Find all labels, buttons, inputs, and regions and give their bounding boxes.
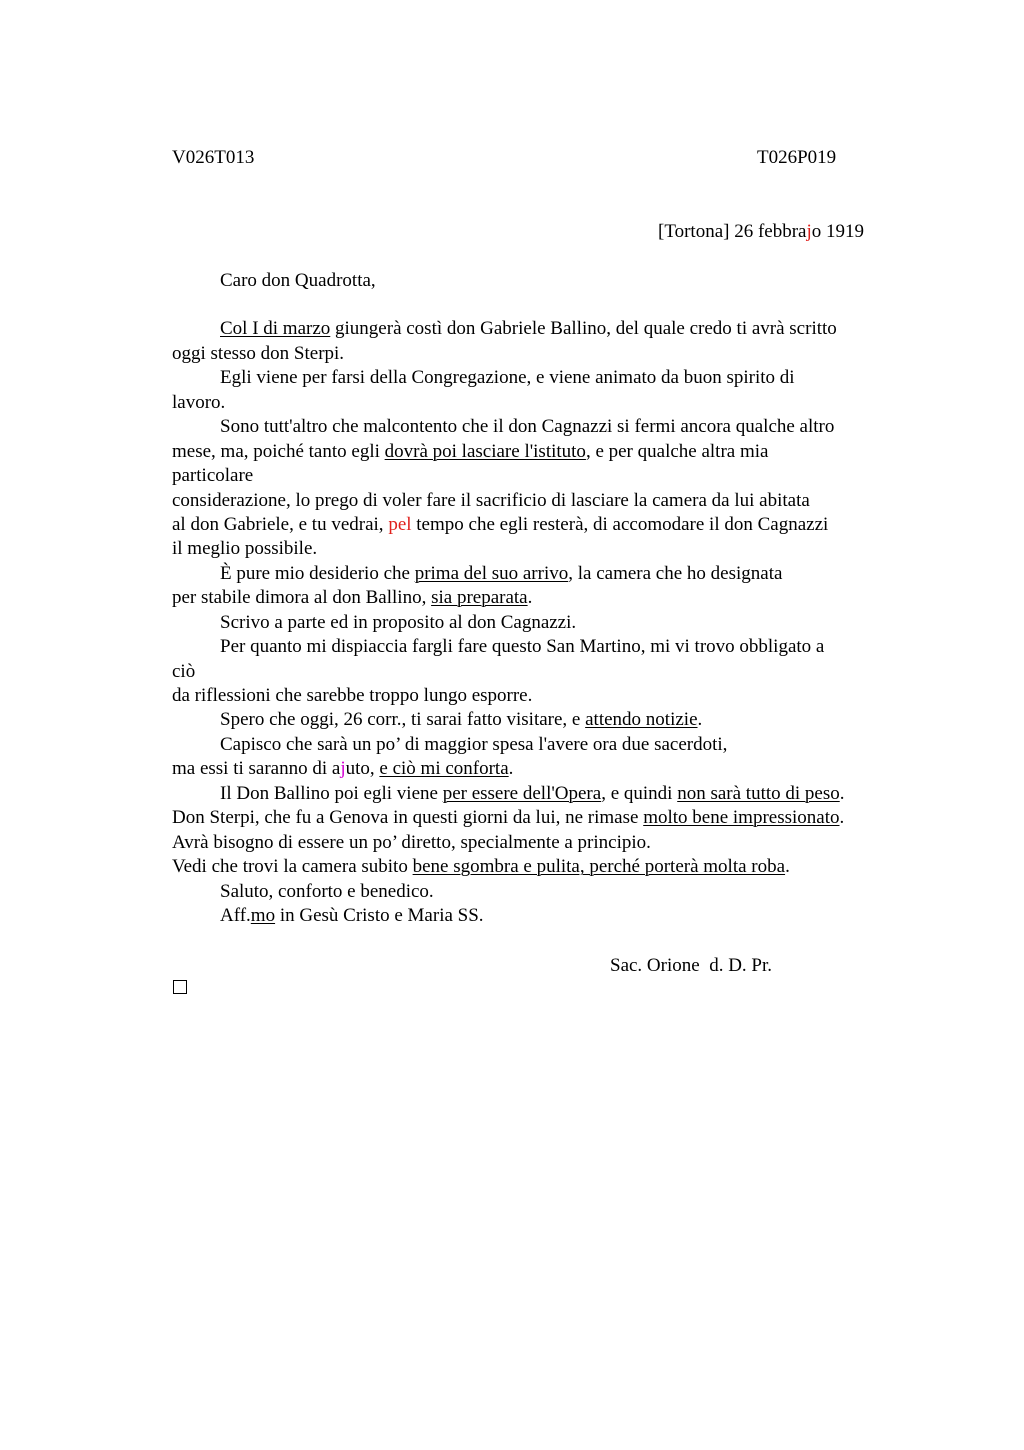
text-segment: È pure mio desiderio che — [220, 563, 415, 584]
text-segment: , e quindi — [601, 783, 678, 804]
text-segment: . — [527, 587, 533, 608]
letter-line — [172, 757, 513, 781]
text-segment: Sono tutt'altro che malcontento che il don Cagnazzi si fermi ancora qualche altro — [220, 416, 835, 437]
text-segment: da riflessioni che sarebbe troppo lungo esporre. — [172, 685, 533, 706]
text-segment: Egli viene per farsi della Congregazione, e viene animato da buon spirito di — [220, 367, 795, 388]
letter-line — [220, 880, 434, 904]
salutation: Caro don Quadrotta, — [220, 270, 376, 291]
text-segment: Don Sterpi, che fu a Genova in questi giorni da lui, ne rimase — [172, 807, 644, 828]
letter-line — [172, 440, 768, 464]
signature: Sac. Orione d. D. Pr. — [610, 955, 773, 976]
letter-line — [220, 611, 576, 635]
text-segment: il meglio possibile. — [172, 538, 318, 559]
letter-line — [172, 586, 532, 610]
letter-line — [220, 708, 702, 732]
underlined-phrase: e ciò mi conforta — [379, 758, 509, 779]
text-segment: ma essi ti saranno di a — [172, 758, 341, 779]
colored-correction: j — [340, 758, 346, 779]
text-segment: . — [508, 758, 514, 779]
letter-line — [172, 855, 790, 879]
text-segment: tempo che egli resterà, di accomodare il don Cagnazzi — [411, 514, 829, 535]
underlined-phrase: attendo notizie — [585, 709, 698, 730]
letter-line — [172, 806, 844, 830]
text-segment: al don Gabriele, e tu vedrai, — [172, 514, 389, 535]
underlined-phrase: non sarà tutto di peso — [677, 783, 840, 804]
text-segment: Saluto, conforto e benedico. — [220, 881, 434, 902]
letter-line — [172, 660, 195, 684]
text-segment: per stabile dimora al don Ballino, — [172, 587, 432, 608]
underlined-phrase: bene sgombra e pulita, perché porterà molta roba — [412, 856, 786, 877]
underlined-phrase: mo — [250, 905, 276, 926]
dateline-before: [Tortona] 26 febbra — [658, 221, 807, 242]
text-segment: uto, — [345, 758, 380, 779]
letter-line — [172, 489, 810, 513]
letter-line — [220, 782, 844, 806]
letter-line — [220, 415, 834, 439]
underlined-phrase: sia preparata — [431, 587, 528, 608]
underlined-phrase: per essere dell'Opera — [442, 783, 602, 804]
text-segment: Aff. — [220, 905, 251, 926]
letter-line — [172, 513, 828, 537]
letter-line — [220, 635, 824, 659]
document-code-right: T026P019 — [757, 147, 837, 168]
underlined-phrase: molto bene impressionato — [643, 807, 840, 828]
text-segment: oggi stesso don Sterpi. — [172, 343, 345, 364]
text-segment: considerazione, lo prego di voler fare il sacrificio di lasciare la camera da lui abitata — [172, 490, 810, 511]
text-segment: lavoro. — [172, 392, 226, 413]
letter-line — [220, 562, 782, 586]
letter-line — [172, 684, 532, 708]
text-segment: Spero che oggi, 26 corr., ti sarai fatto visitare, e — [220, 709, 586, 730]
text-segment: Per quanto mi dispiaccia fargli fare questo San Martino, mi vi trovo obbligato a — [220, 636, 825, 657]
letter-line — [220, 366, 795, 390]
text-segment: Scrivo a parte ed in proposito al don Cagnazzi. — [220, 612, 577, 633]
text-segment: . — [839, 807, 845, 828]
dateline-correction: j — [806, 221, 812, 242]
underlined-phrase: prima del suo arrivo — [414, 563, 569, 584]
letter-line — [172, 464, 253, 488]
text-segment: . — [697, 709, 703, 730]
text-segment: ciò — [172, 661, 196, 682]
text-segment: Il Don Ballino poi egli viene — [220, 783, 443, 804]
text-segment: , la camera che ho designata — [568, 563, 783, 584]
letter-line — [220, 904, 484, 928]
letter-line — [220, 733, 727, 757]
underlined-phrase: dovrà poi lasciare l'istituto — [384, 441, 586, 462]
text-segment: , e per qualche altra mia — [585, 441, 769, 462]
letter-line — [172, 391, 225, 415]
text-segment: mese, ma, poiché tanto egli — [172, 441, 385, 462]
dateline-after: o 1919 — [811, 221, 865, 242]
text-segment: Avrà bisogno di essere un po’ diretto, specialmente a principio. — [172, 832, 651, 853]
text-segment: in Gesù Cristo e Maria SS. — [275, 905, 484, 926]
checkbox-square — [173, 980, 187, 994]
letter-line — [220, 317, 837, 341]
text-segment: . — [785, 856, 790, 877]
text-segment: Capisco che sarà un po’ di maggior spesa l'avere ora due sacerdoti, — [220, 734, 728, 755]
document-code-left: V026T013 — [172, 147, 255, 168]
text-segment: . — [839, 783, 845, 804]
underlined-phrase: Col I di marzo — [220, 318, 331, 339]
text-segment: particolare — [172, 465, 254, 486]
dateline — [658, 220, 864, 244]
colored-correction: pel — [388, 514, 412, 535]
letter-line — [172, 537, 317, 561]
letter-line — [172, 831, 651, 855]
text-segment: giungerà costì don Gabriele Ballino, del quale credo ti avrà scritto — [330, 318, 837, 339]
letter-line — [172, 342, 344, 366]
text-segment: Vedi che trovi la camera subito — [172, 856, 413, 877]
